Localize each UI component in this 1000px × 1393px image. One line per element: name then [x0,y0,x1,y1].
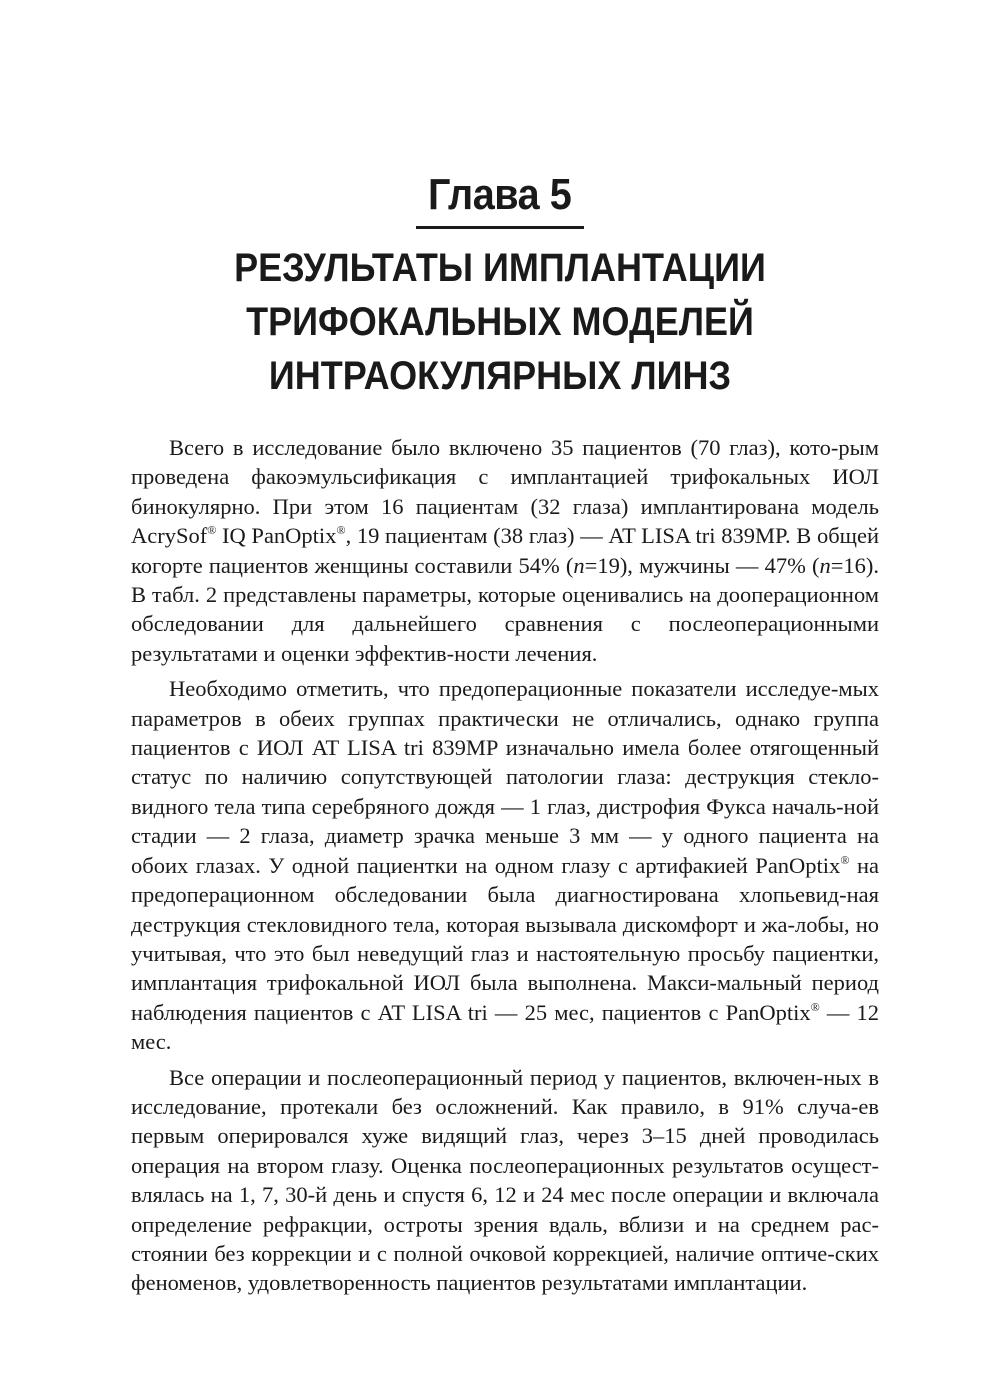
text-run: , 19 пациентам (38 глаз) — AT LISA tri 839MP. В общей когорте пациентов женщины составили 54% ( [131,523,880,578]
text-run: IQ PanOptix [216,523,337,549]
chapter-header [0,170,1000,403]
chapter-title [0,241,1000,403]
registered-mark: ® [336,523,346,538]
registered-mark: ® [810,999,820,1014]
italic-n: n [819,552,831,578]
registered-mark: ® [840,852,850,867]
text-run: Всего в исследование было включено 35 пациентов (70 глаз), кото-рым проведена факоэмульсификация с имплантацией трифокальных ИОЛ бинокулярно. При этом 16 пациентам (32 глаза) имплантирована модель AcrySof [131,435,879,549]
paragraph-1 [131,433,879,668]
chapter-label: Глава 5 [428,170,572,219]
paragraph-3 [131,1063,879,1298]
registered-mark: ® [207,523,217,538]
text-run: =16). В табл. 2 представлены параметры, которые оценивались на дооперационном обследовании для дальнейшего сравнения с послеоперационными результатами и оценки эффектив-ности лечения. [131,552,880,666]
chapter-label-underline [416,170,583,229]
paragraph-2 [131,674,879,1056]
text-run: =19), мужчины — 47% ( [584,552,820,578]
text-run: — 12 мес. [131,999,879,1055]
body-text [131,433,879,1298]
chapter-title-line: ТРИФОКАЛЬНЫХ МОДЕЛЕЙ [246,300,754,344]
chapter-title-line: РЕЗУЛЬТАТЫ ИМПЛАНТАЦИИ [234,246,766,290]
text-run: Необходимо отметить, что предоперационные показатели исследуе-мых параметров в обеих группах практически не отличались, однако группа пациентов с ИОЛ AT LISA tri 839MP изначально имела более отягощенный статус по наличию сопутствующей патологии глаза: деструкция стекло-видного тела типа серебряного дождя — 1 глаз, дистрофия Фукса началь-ной стадии — 2 глаза, диаметр зрачка меньше 3 мм — у одного пациента на обоих глазах. У одной пациентки на одном глазу с артифакией PanOptix [131,676,879,878]
italic-n: n [573,552,585,578]
chapter-title-line: ИНТРАОКУЛЯРНЫХ ЛИНЗ [268,354,732,398]
text-run: на предоперационном обследовании была диагностирована хлопьевид-ная деструкция стекловидного тела, которая вызывала дискомфорт и жа-лобы, но учитывая, что это был неведущий глаз и настоятельную просьбу пациентки, имплантация трифокальной ИОЛ была выполнена. Макси-мальный период наблюдения пациентов с AT LISA tri — 25 мес, пациентов с PanOptix [131,852,879,1025]
text-run: Все операции и послеоперационный период у пациентов, включен-ных в исследование, протекали без осложнений. Как правило, в 91% случа-ев первым оперировался хуже видящий глаз, через 3–15 дней проводилась операция на втором глазу. Оценка послеоперационных результатов осущест-влялась на 1, 7, 30-й день и спустя 6, 12 и 24 мес после операции и включала определение рефракции, остроты зрения вдаль, вблизи и на среднем рас-стоянии без коррекции и с полной очковой коррекцией, наличие оптиче-ских феноменов, удовлетворенность пациентов результатами имплантации. [131,1064,879,1296]
